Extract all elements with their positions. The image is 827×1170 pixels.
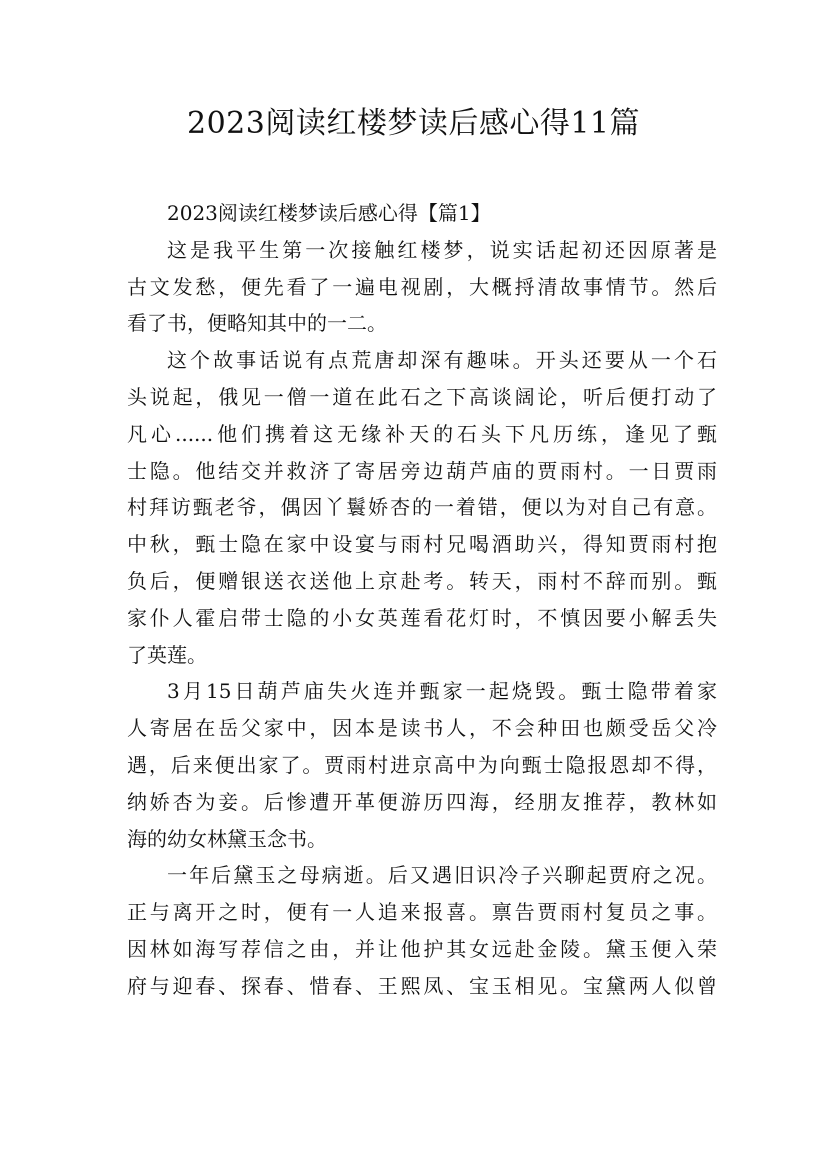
text-line: 负后，便赠银送衣送他上京赴考。转天，雨村不辞而别。甄 xyxy=(127,568,717,593)
text-line: 家仆人霍启带士隐的小女英莲看花灯时，不慎因要小解丢失 xyxy=(127,605,717,630)
text-line: 士隐。他结交并救济了寄居旁边葫芦庙的贾雨村。一日贾雨 xyxy=(127,458,717,483)
text-line: 了英莲。 xyxy=(127,642,207,667)
document-title: 2023阅读红楼梦读后感心得11篇 xyxy=(186,106,641,141)
document-body xyxy=(127,195,717,1005)
text-line: 一年后黛玉之母病逝。后又遇旧识冷子兴聊起贾府之况。 xyxy=(167,863,717,888)
text-line: 头说起，俄见一僧一道在此石之下高谈阔论，听后便打动了 xyxy=(127,384,717,409)
text-line: 中秋，甄士隐在家中设宴与雨村兄喝酒助兴，得知贾雨村抱 xyxy=(127,532,717,557)
text-line: 人寄居在岳父家中，因本是读书人，不会种田也颇受岳父冷 xyxy=(127,716,717,741)
text-line: 这是我平生第一次接触红楼梦，说实话起初还因原著是 xyxy=(167,237,717,262)
text-line: 看了书，便略知其中的一二。 xyxy=(127,311,387,336)
text-line: 海的幼女林黛玉念书。 xyxy=(127,826,327,851)
text-line: 3月15日葫芦庙失火连并甄家一起烧毁。甄士隐带着家 xyxy=(167,679,717,704)
text-line: 凡心......他们携着这无缘补天的石头下凡历练，逢见了甄 xyxy=(127,421,717,446)
text-line: 这个故事话说有点荒唐却深有趣味。开头还要从一个石 xyxy=(167,348,717,373)
text-line: 古文发愁，便先看了一遍电视剧，大概捋清故事情节。然后 xyxy=(127,274,717,299)
text-line: 遇，后来便出家了。贾雨村进京高中为向甄士隐报恩却不得， xyxy=(127,752,717,777)
text-line: 2023阅读红楼梦读后感心得【篇1】 xyxy=(167,201,491,225)
text-line: 村拜访甄老爷，偶因丫鬟娇杏的一着错，便以为对自己有意。 xyxy=(127,495,717,520)
text-line: 正与离开之时，便有一人追来报喜。禀告贾雨村复员之事。 xyxy=(127,900,717,925)
text-line: 纳娇杏为妾。后惨遭开革便游历四海，经朋友推荐，教林如 xyxy=(127,789,717,814)
text-line: 因林如海写荐信之由，并让他护其女远赴金陵。黛玉便入荣 xyxy=(127,936,717,961)
text-line: 府与迎春、探春、惜春、王熙凤、宝玉相见。宝黛两人似曾 xyxy=(127,973,717,998)
